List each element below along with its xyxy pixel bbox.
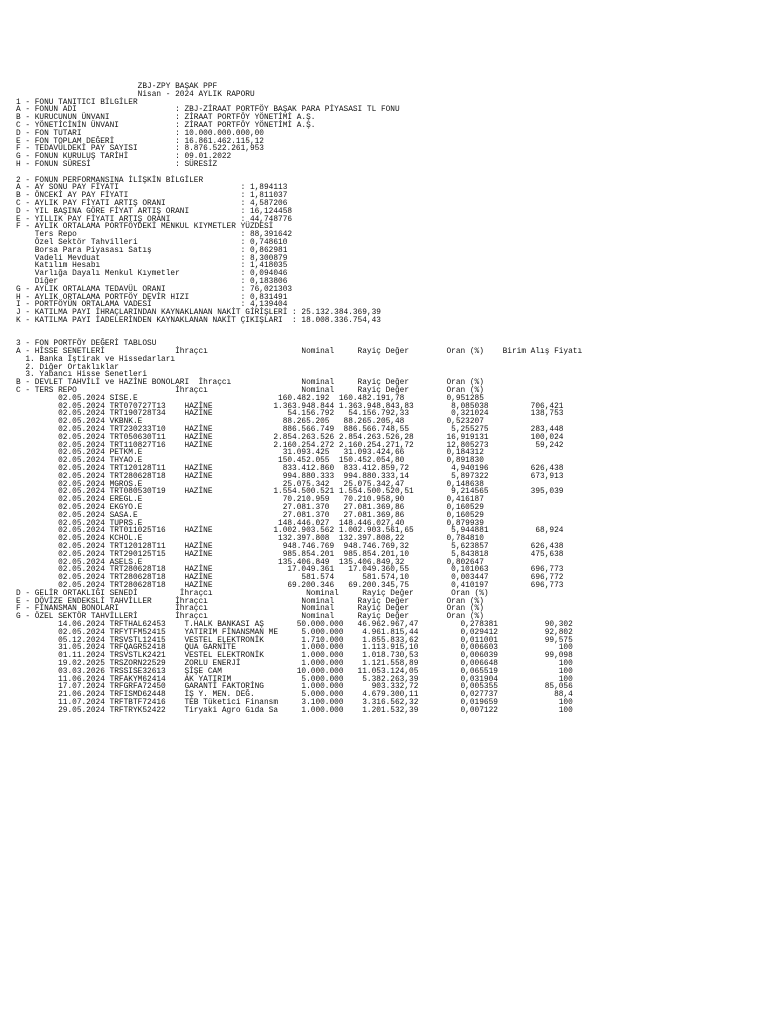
report-line: G - FONUN KURULUŞ TARİHİ : 09.01.2022 [16, 153, 232, 162]
report-line: 02.05.2024 TRT050630T11 HAZİNE 2.854.263.526 2.854.263.526,28 16,919131 100,024 [16, 433, 564, 442]
report-line: D - GELİR ORTAKLIĞI SENEDİ İhraçcı Nominal Rayiç Değer Oran (%) [16, 589, 489, 598]
report-line: Borsa Para Piyasası Satış : 0,862981 [16, 246, 288, 255]
report-line: 02.05.2024 TRT070727T13 HAZİNE 1.363.948.844 1.363.948.843,83 8,085038 706,421 [16, 402, 564, 411]
report-line: Katılım Hesabı : 1,418035 [16, 262, 288, 271]
report-line: 02.05.2024 SASA.E 27.081.370 27.081.369,86 0,160529 [16, 511, 484, 520]
report-line: 02.05.2024 TRT011025T16 HAZİNE 1.002.903.562 1.002.903.561,65 5,944881 68,924 [16, 527, 564, 536]
report-line: Diğer : 0,183806 [16, 277, 288, 286]
report-line: J - KATILMA PAYI İHRAÇLARINDAN KAYNAKLANAN NAKİT GİRİŞLERİ : 25.132.384.369,39 [16, 309, 381, 318]
report-line: Nisan - 2024 AYLIK RAPORU [16, 90, 255, 99]
report-line: B - ÖNCEKİ AY PAY FİYATI : 1,811037 [16, 192, 288, 201]
report-line: 02.05.2024 TRT080530T19 HAZİNE 1.554.500.521 1.554.500.520,51 9,214565 395,039 [16, 488, 564, 497]
report-line: 11.07.2024 TRFTBTF72416 TEB Tüketici Finansm 3.100.000 3.316.562,32 0,019659 100 [16, 698, 573, 707]
report-line: A - HİSSE SENETLERİ İhraçcı Nominal Rayiç Değer Oran (%) Birim Alış Fiyatı [16, 348, 583, 357]
report-line: F - AYLIK ORTALAMA PORTFÖYDEKİ MENKUL KIYMETLER YÜZDESİ [16, 223, 274, 232]
report-line: 02.05.2024 MGROS.E 25.075.342 25.075.342,47 0,148638 [16, 480, 484, 489]
report-line: F - TEDAVÜLDEKİ PAY SAYISI : 8.876.522.261,953 [16, 145, 264, 154]
report-line: 02.05.2024 EREGL.E 70.210.959 70.210.958,90 0,416187 [16, 496, 484, 505]
report-line: I - PORTFÖYÜN ORTALAMA VADESİ : 4,139404 [16, 301, 288, 310]
report-line: G - ÖZEL SEKTÖR TAHVİLLERİ İhraçcı Nominal Rayiç Değer Oran (%) [16, 613, 484, 622]
report-line: 02.05.2024 TRT120128T11 HAZİNE 833.412.860 833.412.859,72 4,940196 626,438 [16, 465, 564, 474]
report-line: A - FONUN ADI : ZBJ-ZİRAAT PORTFÖY BAŞAK PARA PİYASASI TL FONU [16, 106, 400, 115]
report-line: D - FON TUTARI : 10.000.000.000,00 [16, 129, 264, 138]
report-line: 3. Yabancı Hisse Senetleri [16, 371, 148, 380]
report-line: K - KATILMA PAYI İADELERİNDEN KAYNAKLANAN NAKİT ÇIKIŞLARI : 18.008.336.754,43 [16, 316, 381, 325]
report-line: 02.05.2024 TRT280628T18 HAZİNE 69.200.346 69.200.345,75 0,410197 696,773 [16, 582, 564, 590]
report-line: Varlığa Dayalı Menkul Kıymetler : 0,094046 [16, 270, 288, 279]
report-line: 3 - FON PORTFÖY DEĞERİ TABLOSU [16, 340, 157, 349]
report-line: F - FİNANSMAN BONOLARI İhraçcı Nominal Rayiç Değer Oran (%) [16, 605, 484, 614]
report-line: 01.11.2024 TRSVSTLK2421 VESTEL ELEKTRONİK 1.000.000 1.018.730,53 0,006039 99,098 [16, 652, 573, 661]
report-line: 14.06.2024 TRFTHAL62453 T.HALK BANKASI AŞ 50.000.000 46.962.967,47 0,278381 90,302 [16, 620, 573, 629]
report-line: E - FON TOPLAM DEĞERİ : 16.861.462.115,12 [16, 137, 264, 146]
report-line: H - FONUN SÜRESİ : SÜRESİZ [16, 160, 218, 169]
report-line: 02.05.2024 TRT110827T16 HAZİNE 2.160.254.272 2.160.254.271,72 12,805273 59,242 [16, 441, 564, 450]
report-line: 02.05.2024 TRT290125T15 HAZİNE 985.854.201 985.854.201,10 5,843818 475,638 [16, 550, 564, 559]
report-line: 2. Diğer Ortaklıklar [16, 363, 119, 372]
report-line: 02.05.2024 TRFYTFM52415 YATIRIM FİNANSMAN ME 5.000.000 4.961.815,44 0,029412 92,802 [16, 628, 573, 637]
report-line: Vadeli Mevduat : 8,300879 [16, 254, 288, 263]
report-line: 03.03.2026 TRSSISE32613 ŞİŞE CAM 10.000.000 11.053.124,05 0,065519 100 [16, 667, 573, 676]
report-line: 02.05.2024 TRT280628T18 HAZİNE 994.880.333 994.880.333,14 5,897322 673,913 [16, 472, 564, 481]
report-line: 17.07.2024 TRFGRFA72450 GARANTİ FAKTORİNG 1.000.000 903.332,72 0,005355 85,056 [16, 683, 573, 692]
report-line: B - KURUCUNUN ÜNVANI : ZİRAAT PORTFÖY YÖNETİMİ A.Ş. [16, 114, 316, 123]
report-line: 2 - FONUN PERFORMANSINA İLİŞKİN BİLGİLER [16, 176, 204, 185]
report-line: H - AYLIK ORTALAMA PORTFÖY DEVİR HIZI : 0,831491 [16, 293, 288, 302]
report-line: 21.06.2024 TRFISMD62448 İŞ Y. MEN. DEĞ. 5.000.000 4.679.300,11 0,027737 88,4 [16, 691, 573, 700]
report-line: 02.05.2024 THYAO.E 150.452.055 150.452.054,80 0,891830 [16, 457, 484, 466]
report-text [16, 84, 582, 716]
report-line: 02.05.2024 SISE.E 160.482.192 160.482.191,78 0,951285 [16, 394, 484, 403]
report-line: 02.05.2024 TRT120128T11 HAZİNE 948.746.769 948.746.769,32 5,623857 626,438 [16, 543, 564, 552]
report-line: 1. Banka İştirak ve Hissedarları [16, 355, 176, 364]
report-line: 02.05.2024 TRT190728T34 HAZİNE 54.156.792 54.156.792,33 0,321024 138,753 [16, 410, 564, 419]
report-line: 05.12.2024 TRSVSTL12415 VESTEL ELEKTRONİK 1.710.000 1.855.833,62 0,011001 99,575 [16, 636, 573, 645]
report-line: G - AYLIK ORTALAMA TEDAVÜL ORANI : 76,021303 [16, 285, 293, 294]
report-line: E - DÖVİZE ENDEKSLİ TAHVİLLER İhraçcı Nominal Rayiç Değer Oran (%) [16, 597, 484, 606]
report-line: Ters Repo : 88,391642 [16, 231, 293, 240]
report-line: 02.05.2024 VKBNK.E 88.265.205 88.265.205,48 0,523207 [16, 418, 484, 427]
report-line: 02.05.2024 EKGYO.E 27.081.370 27.081.369,86 0,160529 [16, 504, 484, 513]
report-line: 31.05.2024 TRFQAGR52418 QUA GARNİTE 1.000.000 1.113.915,10 0,006603 100 [16, 644, 573, 653]
report-line: C - TERS REPO İhraçcı Nominal Rayiç Değer Oran (%) [16, 387, 484, 396]
report-line: ZBJ-ZPY BAŞAK PPF [16, 83, 218, 91]
report-line: 02.05.2024 PETKM.E 31.093.425 31.093.424,66 0,184312 [16, 449, 484, 458]
report-line: Özel Sektör Tahvilleri : 0,748610 [16, 238, 288, 247]
report-line: 02.05.2024 TUPRS.E 148.446.027 148.446.027,40 0,879939 [16, 519, 484, 528]
report-line: B - DEVLET TAHVİLİ ve HAZİNE BONOLARI İhraçcı Nominal Rayiç Değer Oran (%) [16, 379, 484, 388]
report-line: C - AYLIK PAY FİYATI ARTIŞ ORANI : 4,587206 [16, 199, 288, 208]
report-line: 02.05.2024 TRT280628T18 HAZİNE 581.574 581.574,10 0,003447 696,772 [16, 574, 564, 583]
report-line: 02.05.2024 TRT280628T18 HAZİNE 17.049.361 17.049.360,55 0,101063 696,773 [16, 566, 564, 575]
report-line: C - YÖNETİCİNİN ÜNVANI : ZİRAAT PORTFÖY YÖNETİMİ A.Ş. [16, 121, 316, 130]
report-line: D - YIL BAŞINA GÖRE FİYAT ARTIŞ ORANI : 16,124458 [16, 207, 293, 216]
report-line: 1 - FONU TANITICI BİLGİLER [16, 98, 138, 107]
report-line: 02.05.2024 ASELS.E 135.406.849 135.406.849,32 0,802647 [16, 558, 484, 567]
report-line: 02.05.2024 KCHOL.E 132.397.808 132.397.808,22 0,784810 [16, 535, 484, 544]
report-line: E - YILLIK PAY FİYATI ARTIŞ ORANI : 44,748776 [16, 215, 293, 224]
report-line: 29.05.2024 TRFTRYK52422 Tiryaki Agro Gıda Sa 1.000.000 1.201.532,39 0,007122 100 [16, 706, 573, 715]
report-line: 19.02.2025 TRSZORN22529 ZORLU ENERJİ 1.000.000 1.121.558,89 0,006648 100 [16, 659, 573, 668]
report-line: 02.05.2024 TRT230233T10 HAZİNE 886.566.749 886.566.748,55 5,255275 283,448 [16, 426, 564, 435]
report-line: A - AY SONU PAY FİYATI : 1,894113 [16, 184, 288, 193]
report-line: 11.06.2024 TRFAKYM62414 AK YATIRIM 5.000.000 5.382.263,39 0,031904 100 [16, 675, 573, 684]
